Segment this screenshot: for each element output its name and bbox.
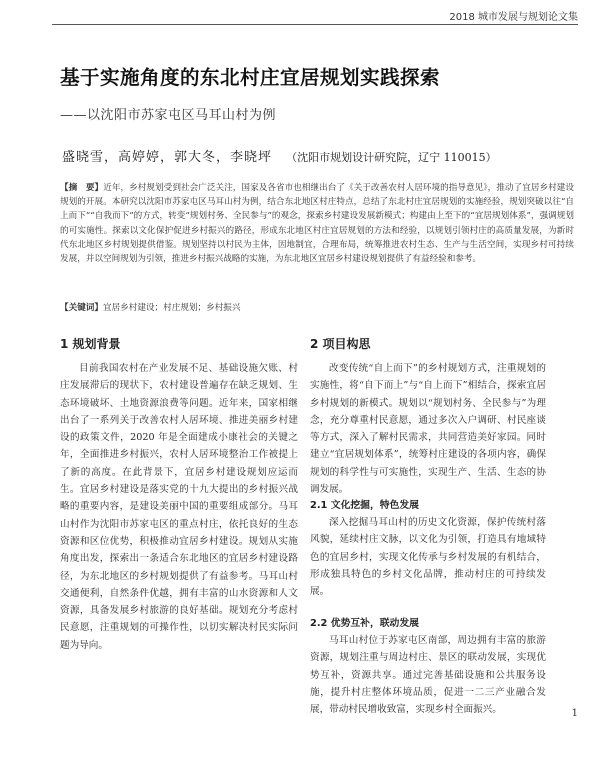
body-paragraph: 改变传统“自上而下”的乡村规划方式，注重规划的实施性，将“自下而上”与“自上而下”相结合，探索宜居乡村规划的新模式。规划以“规划村务、全民参与”为理念，充分尊重村民意愿，通过多次入户调研、村民座谈等方式，深入了解村民需求，共同营造美好家园。同时建立“宜居规划体系”，统筹村庄建设的各项内容，确保规划的科学性与可实施性，实现生产、生活、生态的协调发展。 bbox=[310, 363, 546, 496]
paper-title: 基于实施角度的东北村庄宜居规划实践探索 bbox=[60, 66, 441, 89]
section-heading-concept: 2 项目构思 bbox=[310, 337, 371, 351]
right-column bbox=[310, 335, 546, 752]
subsection-heading-linkage: 2.2 优势互补，联动发展 bbox=[310, 618, 419, 629]
keywords-label: 【关键词】 bbox=[60, 303, 103, 313]
abstract bbox=[60, 181, 574, 299]
body-paragraph: 目前我国农村在产业发展不足、基础设施欠账、村庄发展滞后的现状下，农村建设普遍存在缺乏规划、生态环境破坏、土地资源浪费等问题。近年来，国家相继出台了一系列关于改善农村人居环境、推进美丽乡村建设的政策文件，2020 年是全面建成小康社会的关键之年，全面推进乡村振兴，农村人居环境整治工作被提上了新的高度。在此背景下，宜居乡村建设规划应运而生。宜居乡村建设是落实党的十九大提出的乡村振兴战略的重要内容，是建设美丽中国的重要组成部分。马耳山村作为沈阳市苏家屯区的重点村庄，依托良好的生态资源和区位优势，积极推动宜居乡村建设。规划从实施角度出发，探索出一条适合东北地区的宜居乡村建设路径，为东北地区的乡村规划提供了有益参考。马耳山村交通便利，自然条件优越，拥有丰富的山水资源和人文资源，具备发展乡村旅游的良好基础。规划充分考虑村民意愿，注重规划的可操作性，以切实解决村民实际问题为导向。 bbox=[60, 363, 298, 651]
subsection-heading-culture: 2.1 文化挖掘，特色发展 bbox=[310, 500, 419, 511]
section-heading-background: 1 规划背景 bbox=[60, 337, 121, 351]
header-rule bbox=[52, 24, 578, 25]
body-paragraph: 深入挖掘马耳山村的历史文化资源，保护传统村落风貌，延续村庄文脉，以文化为引领，打造具有地域特色的宜居乡村，实现文化传承与乡村发展的有机结合，形成独具特色的乡村文化品牌，推动村庄的可持续发展。 bbox=[310, 517, 546, 598]
author-line bbox=[62, 146, 497, 165]
keywords bbox=[60, 301, 241, 313]
author-affiliation: （沈阳市规划设计研究院，辽宁 110015） bbox=[286, 151, 497, 164]
paper-subtitle: ——以沈阳市苏家屯区马耳山村为例 bbox=[60, 108, 277, 123]
body-paragraph: 马耳山村位于苏家屯区南部，周边拥有丰富的旅游资源，规划注重与周边村庄、景区的联动发展，实现优势互补，资源共享。通过完善基础设施和公共服务设施，提升村庄整体环境品质，促进一二三产业融合发展，带动村民增收致富，实现乡村全面振兴。 bbox=[310, 635, 546, 716]
running-head: 2018 城市发展与规划论文集 bbox=[449, 12, 578, 23]
left-column bbox=[60, 335, 298, 758]
page-number: 1 bbox=[571, 708, 578, 719]
abstract-text: 近年，乡村规划受到社会广泛关注，国家及各省市也相继出台了《关于改善农村人居环境的指导意见》，推动了宜居乡村建设规划的开展。本研究以沈阳市苏家屯区马耳山村为例，结合东北地区村庄特点，总结了东北村庄宜居规划的实施经验，规划突破以往“自上而下”“自我而下”的方式，转变“规划村务、全民参与”的观念，探索乡村建设发展新模式；构建由上至下的“宜居规划体系”，强调规划的可实施性。探索以文化保护促进乡村振兴的路径，形成东北地区村庄宜居规划的方法和经验，以规划引领村庄的高质量发展，为新时代东北地区乡村规划提供借鉴。规划坚持以村民为主体，因地制宜，合理布局，统筹推进农村生态、生产与生活空间，实现乡村可持续发展，并以空间规划为引领，推进乡村振兴战略的实施，为东北地区宜居乡村建设规划提供了有益经验和参考。 bbox=[60, 183, 574, 265]
author-names: 盛晓雪，高婷婷，郭大冬，李晓坪 bbox=[62, 150, 273, 165]
keywords-text: 宜居乡村建设；村庄规划；乡村振兴 bbox=[102, 303, 241, 313]
abstract-label: 【摘 要】 bbox=[60, 183, 104, 193]
